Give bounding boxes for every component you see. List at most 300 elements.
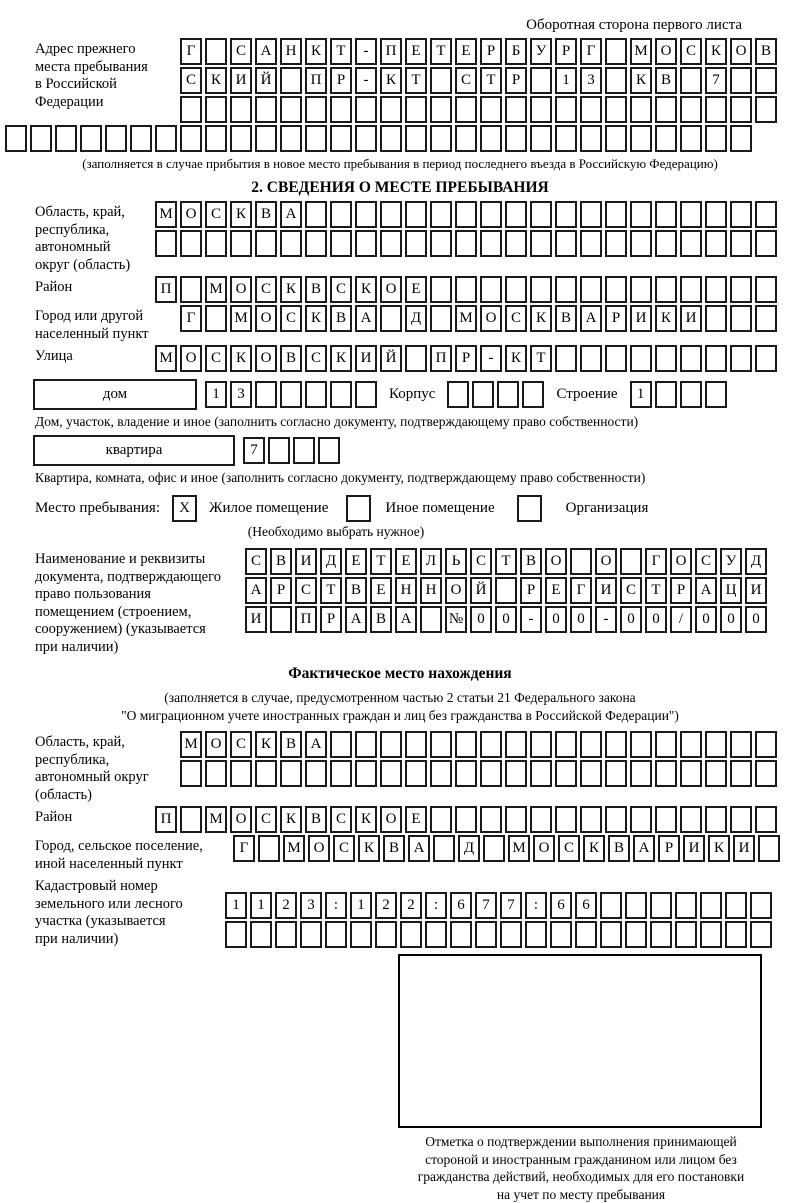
char-cell xyxy=(480,806,502,833)
char-cell xyxy=(530,760,552,787)
char-cell xyxy=(555,125,577,152)
char-cell xyxy=(505,276,527,303)
char-cell xyxy=(600,892,622,919)
char-cell xyxy=(305,230,327,257)
title-document-row xyxy=(245,577,767,604)
char-cell xyxy=(305,381,327,408)
char-cell: К xyxy=(280,276,302,303)
char-cell: 0 xyxy=(620,606,642,633)
char-cell xyxy=(655,125,677,152)
char-cell xyxy=(580,760,602,787)
char-cell xyxy=(505,760,527,787)
char-cell xyxy=(705,125,727,152)
char-cell xyxy=(680,230,702,257)
char-cell xyxy=(730,731,752,758)
char-cell xyxy=(605,230,627,257)
char-cell: Т xyxy=(430,38,452,65)
char-cell xyxy=(605,125,627,152)
label-line: Наименование и реквизиты xyxy=(35,551,245,569)
char-cell xyxy=(680,345,702,372)
title-document-label xyxy=(0,548,245,656)
char-cell xyxy=(330,381,352,408)
char-cell xyxy=(380,201,402,228)
label-line: сооружением) (указывается xyxy=(35,621,245,639)
char-cell: П xyxy=(155,276,177,303)
char-cell: Р xyxy=(520,577,542,604)
char-cell xyxy=(475,921,497,948)
label-line: Кадастровый номер xyxy=(35,878,225,896)
title-document-row xyxy=(245,548,767,575)
city-row xyxy=(180,305,777,332)
char-cell xyxy=(275,921,297,948)
label-line: Город или другой xyxy=(35,308,180,326)
actual-district-label: Район xyxy=(0,806,155,827)
char-cell xyxy=(755,230,777,257)
char-cell xyxy=(230,760,252,787)
char-cell xyxy=(330,230,352,257)
char-cell: Й xyxy=(255,67,277,94)
char-cell xyxy=(755,760,777,787)
char-cell: У xyxy=(530,38,552,65)
char-cell xyxy=(705,276,727,303)
label-line: Адрес прежнего xyxy=(35,41,180,59)
label-line: Город, сельское поселение, xyxy=(35,838,233,856)
char-cell xyxy=(255,230,277,257)
char-cell: С xyxy=(205,345,227,372)
char-cell: 1 xyxy=(205,381,227,408)
char-cell xyxy=(330,201,352,228)
char-cell xyxy=(293,437,315,464)
char-cell xyxy=(380,96,402,123)
char-cell: С xyxy=(558,835,580,862)
char-cell: 2 xyxy=(375,892,397,919)
char-cell xyxy=(755,305,777,332)
char-cell: Й xyxy=(470,577,492,604)
char-cell: К xyxy=(708,835,730,862)
char-cell: В xyxy=(655,67,677,94)
char-cell: О xyxy=(205,731,227,758)
char-cell: 0 xyxy=(570,606,592,633)
char-cell: И xyxy=(745,577,767,604)
char-cell: И xyxy=(680,305,702,332)
char-cell xyxy=(555,230,577,257)
char-cell xyxy=(570,548,592,575)
char-cell: 0 xyxy=(720,606,742,633)
char-cell: Т xyxy=(480,67,502,94)
char-cell xyxy=(630,230,652,257)
char-cell xyxy=(505,201,527,228)
char-cell: 7 xyxy=(243,437,265,464)
char-cell xyxy=(180,125,202,152)
char-cell xyxy=(580,96,602,123)
label-line: участка (указывается xyxy=(35,913,225,931)
char-cell: Т xyxy=(320,577,342,604)
char-cell xyxy=(530,731,552,758)
char-cell: К xyxy=(230,201,252,228)
label-line: право пользования xyxy=(35,586,245,604)
char-cell xyxy=(455,731,477,758)
cadastral-row xyxy=(225,921,772,948)
char-cell: А xyxy=(245,577,267,604)
char-cell: Р xyxy=(270,577,292,604)
char-cell: О xyxy=(595,548,617,575)
char-cell: К xyxy=(655,305,677,332)
char-cell xyxy=(530,125,552,152)
char-cell: 3 xyxy=(300,892,322,919)
char-cell xyxy=(625,892,647,919)
char-cell: А xyxy=(395,606,417,633)
char-cell xyxy=(580,731,602,758)
apartment-row xyxy=(33,435,800,466)
char-cell xyxy=(430,760,452,787)
char-cell: Г xyxy=(580,38,602,65)
char-cell: О xyxy=(480,305,502,332)
char-cell xyxy=(655,96,677,123)
char-cell xyxy=(630,760,652,787)
char-cell xyxy=(355,731,377,758)
char-cell: О xyxy=(670,548,692,575)
char-cell xyxy=(430,96,452,123)
char-cell xyxy=(555,201,577,228)
char-cell: А xyxy=(345,606,367,633)
char-cell xyxy=(750,892,772,919)
char-cell: Ц xyxy=(720,577,742,604)
char-cell xyxy=(580,276,602,303)
char-cell xyxy=(600,921,622,948)
char-cell: 3 xyxy=(230,381,252,408)
char-cell xyxy=(530,230,552,257)
prev-address-block xyxy=(0,38,800,123)
char-cell xyxy=(255,381,277,408)
char-cell xyxy=(675,921,697,948)
char-cell xyxy=(675,892,697,919)
char-cell xyxy=(268,437,290,464)
char-cell: 3 xyxy=(580,67,602,94)
char-cell: К xyxy=(355,806,377,833)
char-cell xyxy=(730,806,752,833)
char-cell xyxy=(230,96,252,123)
char-cell: М xyxy=(155,345,177,372)
char-cell xyxy=(380,731,402,758)
char-cell xyxy=(280,125,302,152)
char-cell xyxy=(375,921,397,948)
house-cells xyxy=(205,381,377,408)
char-cell: С xyxy=(470,548,492,575)
char-cell: В xyxy=(330,305,352,332)
char-cell: К xyxy=(355,276,377,303)
char-cell xyxy=(355,201,377,228)
char-cell xyxy=(730,67,752,94)
char-cell xyxy=(455,125,477,152)
char-cell: Н xyxy=(280,38,302,65)
char-cell: : xyxy=(425,892,447,919)
char-cell: И xyxy=(595,577,617,604)
checkbox-other-premises xyxy=(346,495,371,522)
char-cell: Д xyxy=(405,305,427,332)
char-cell: 0 xyxy=(745,606,767,633)
char-cell xyxy=(730,125,752,152)
char-cell: 0 xyxy=(645,606,667,633)
char-cell: 0 xyxy=(470,606,492,633)
char-cell xyxy=(500,921,522,948)
char-cell: Р xyxy=(320,606,342,633)
stay-type-label: Место пребывания: xyxy=(35,500,160,517)
char-cell xyxy=(405,731,427,758)
char-cell xyxy=(505,96,527,123)
label-line: при наличии) xyxy=(35,931,225,949)
char-cell xyxy=(430,806,452,833)
cadastral-block xyxy=(0,875,800,948)
char-cell: У xyxy=(720,548,742,575)
char-cell: С xyxy=(180,67,202,94)
char-cell: С xyxy=(255,806,277,833)
char-cell xyxy=(530,201,552,228)
char-cell: О xyxy=(180,345,202,372)
char-cell: Г xyxy=(180,305,202,332)
char-cell xyxy=(305,201,327,228)
char-cell: К xyxy=(280,806,302,833)
char-cell xyxy=(550,921,572,948)
char-cell: Е xyxy=(405,38,427,65)
char-cell: 2 xyxy=(400,892,422,919)
char-cell: - xyxy=(355,38,377,65)
char-cell: Д xyxy=(458,835,480,862)
char-cell xyxy=(630,345,652,372)
char-cell xyxy=(555,345,577,372)
char-cell xyxy=(300,921,322,948)
char-cell xyxy=(530,67,552,94)
char-cell xyxy=(430,201,452,228)
char-cell xyxy=(705,381,727,408)
char-cell: В xyxy=(345,577,367,604)
char-cell: Б xyxy=(505,38,527,65)
char-cell: Н xyxy=(420,577,442,604)
option-label-organization: Организация xyxy=(566,500,649,517)
char-cell: А xyxy=(305,731,327,758)
char-cell xyxy=(480,276,502,303)
char-cell: 1 xyxy=(250,892,272,919)
char-cell xyxy=(580,125,602,152)
char-cell xyxy=(580,345,602,372)
char-cell xyxy=(405,201,427,228)
char-cell xyxy=(705,230,727,257)
char-cell: К xyxy=(583,835,605,862)
char-cell xyxy=(180,806,202,833)
char-cell: П xyxy=(305,67,327,94)
char-cell xyxy=(530,276,552,303)
label-line: документа, подтверждающего xyxy=(35,569,245,587)
char-cell: В xyxy=(608,835,630,862)
label-line: (область) xyxy=(35,787,180,805)
char-cell: И xyxy=(230,67,252,94)
char-cell xyxy=(580,806,602,833)
char-cell: О xyxy=(655,38,677,65)
char-cell xyxy=(700,921,722,948)
char-cell: М xyxy=(455,305,477,332)
char-cell: С xyxy=(695,548,717,575)
char-cell xyxy=(155,125,177,152)
stroenie-cells xyxy=(630,381,727,408)
char-cell: В xyxy=(370,606,392,633)
city-block xyxy=(0,305,800,343)
char-cell xyxy=(705,731,727,758)
char-cell xyxy=(480,230,502,257)
actual-district-block xyxy=(0,806,800,833)
char-cell xyxy=(258,835,280,862)
label-line: автономный округ xyxy=(35,769,180,787)
char-cell: Г xyxy=(233,835,255,862)
char-cell: Р xyxy=(330,67,352,94)
char-cell xyxy=(483,835,505,862)
title-document-block xyxy=(0,548,800,656)
char-cell xyxy=(630,96,652,123)
char-cell: В xyxy=(270,548,292,575)
actual-region-row xyxy=(180,760,777,787)
char-cell: О xyxy=(255,345,277,372)
char-cell: А xyxy=(633,835,655,862)
char-cell xyxy=(230,125,252,152)
char-cell xyxy=(305,96,327,123)
actual-city-block xyxy=(0,835,800,873)
prev-address-row-overflow xyxy=(5,125,800,152)
char-cell xyxy=(705,305,727,332)
char-cell xyxy=(400,921,422,948)
char-cell: В xyxy=(305,276,327,303)
char-cell xyxy=(447,381,469,408)
district-block xyxy=(0,276,800,303)
char-cell xyxy=(630,806,652,833)
char-cell xyxy=(605,96,627,123)
char-cell xyxy=(580,230,602,257)
char-cell xyxy=(480,96,502,123)
char-cell: И xyxy=(733,835,755,862)
char-cell: - xyxy=(595,606,617,633)
char-cell: М xyxy=(630,38,652,65)
char-cell xyxy=(680,67,702,94)
caption-line: на учет по месту пребывания xyxy=(390,1186,772,1203)
char-cell: П xyxy=(380,38,402,65)
char-cell xyxy=(655,760,677,787)
char-cell xyxy=(730,201,752,228)
district-row xyxy=(155,276,777,303)
char-cell: М xyxy=(205,276,227,303)
char-cell xyxy=(680,125,702,152)
char-cell xyxy=(605,201,627,228)
char-cell xyxy=(555,731,577,758)
char-cell xyxy=(420,606,442,633)
char-cell xyxy=(605,67,627,94)
char-cell xyxy=(495,577,517,604)
label-line: иной населенный пункт xyxy=(35,856,233,874)
char-cell xyxy=(730,230,752,257)
char-cell xyxy=(130,125,152,152)
prev-address-rows xyxy=(180,38,777,123)
char-cell: А xyxy=(280,201,302,228)
char-cell xyxy=(318,437,340,464)
char-cell xyxy=(330,731,352,758)
char-cell xyxy=(455,806,477,833)
char-cell: К xyxy=(330,345,352,372)
char-cell: В xyxy=(383,835,405,862)
cadastral-label xyxy=(0,875,225,948)
char-cell: Г xyxy=(645,548,667,575)
char-cell xyxy=(730,96,752,123)
char-cell xyxy=(655,201,677,228)
char-cell: С xyxy=(280,305,302,332)
char-cell xyxy=(705,345,727,372)
char-cell: 7 xyxy=(475,892,497,919)
char-cell: С xyxy=(680,38,702,65)
char-cell xyxy=(255,96,277,123)
char-cell xyxy=(455,760,477,787)
char-cell xyxy=(325,921,347,948)
char-cell xyxy=(755,276,777,303)
label-line: места пребывания xyxy=(35,59,180,77)
char-cell xyxy=(505,230,527,257)
char-cell xyxy=(755,96,777,123)
char-cell xyxy=(530,806,552,833)
checkbox-organization xyxy=(517,495,542,522)
char-cell xyxy=(330,96,352,123)
city-label xyxy=(0,305,180,343)
char-cell xyxy=(305,760,327,787)
char-cell: 7 xyxy=(500,892,522,919)
char-cell: К xyxy=(358,835,380,862)
caption-line: гражданства действий, необходимых для его постановки xyxy=(390,1168,772,1186)
char-cell: О xyxy=(533,835,555,862)
char-cell: К xyxy=(630,67,652,94)
char-cell: Д xyxy=(320,548,342,575)
char-cell xyxy=(280,96,302,123)
char-cell xyxy=(205,38,227,65)
char-cell: : xyxy=(525,892,547,919)
actual-location-title: Фактическое место нахождения xyxy=(0,665,800,683)
char-cell xyxy=(305,125,327,152)
apartment-cells xyxy=(243,437,340,464)
char-cell: В xyxy=(755,38,777,65)
char-cell xyxy=(650,892,672,919)
char-cell xyxy=(505,806,527,833)
house-row xyxy=(33,379,800,410)
char-cell xyxy=(405,760,427,787)
char-cell: Й xyxy=(380,345,402,372)
char-cell xyxy=(105,125,127,152)
char-cell: М xyxy=(230,305,252,332)
title-document-rows xyxy=(245,548,767,633)
char-cell: К xyxy=(230,345,252,372)
char-cell: / xyxy=(670,606,692,633)
char-cell: К xyxy=(505,345,527,372)
char-cell xyxy=(380,760,402,787)
char-cell xyxy=(225,921,247,948)
region-rows xyxy=(155,201,777,257)
char-cell xyxy=(755,67,777,94)
note-line: "О миграционном учете иностранных граждан и лиц без гражданства в Российской Федерации") xyxy=(0,707,800,725)
cadastral-rows xyxy=(225,875,772,948)
char-cell: В xyxy=(280,731,302,758)
char-cell: А xyxy=(408,835,430,862)
char-cell xyxy=(355,760,377,787)
label-line: Область, край, xyxy=(35,204,155,222)
section2-title: 2. СВЕДЕНИЯ О МЕСТЕ ПРЕБЫВАНИЯ xyxy=(0,179,800,197)
char-cell xyxy=(380,305,402,332)
char-cell xyxy=(55,125,77,152)
char-cell xyxy=(405,96,427,123)
char-cell xyxy=(80,125,102,152)
char-cell xyxy=(575,921,597,948)
char-cell xyxy=(205,230,227,257)
char-cell xyxy=(270,606,292,633)
